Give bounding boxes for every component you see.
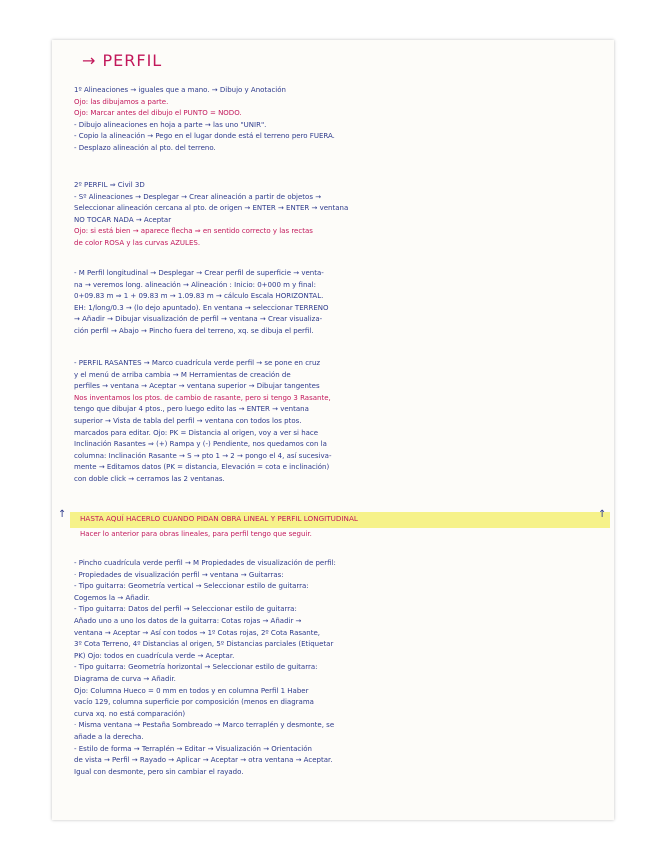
- text-line: - Pincho cuadrícula verde perfil → M Propiedades de visualización de perfil:: [74, 559, 336, 567]
- text-line: de vista → Perfil → Rayado → Aplicar → Aceptar → otra ventana → Aceptar.: [74, 756, 333, 765]
- text-line: Ojo: si está bien → aparece flecha ⇒ en sentido correcto y las rectas: [74, 227, 313, 236]
- text-line: perfiles → ventana → Aceptar → ventana superior → Dibujar tangentes: [74, 382, 320, 391]
- text-line: Diagrama de curva → Añadir.: [74, 674, 176, 683]
- text-line: Ojo: Columna Hueco = 0 mm en todos y en columna Perfil 1 Haber: [74, 686, 309, 695]
- text-line: → Añadir → Dibujar visualización de perfil → ventana → Crear visualiza-: [74, 315, 323, 324]
- text-line: Cogemos la → Añadir.: [74, 593, 150, 602]
- notebook-page: [52, 40, 614, 820]
- text-line: 3º Cota Terreno, 4º Distancias al origen, 5º Distancias parciales (Etiquetar: [74, 640, 334, 649]
- text-line: ción perfil → Abajo → Pincho fuera del terreno, xq. se dibuja el perfil.: [74, 326, 314, 335]
- text-line: - Estilo de forma → Terraplén → Editar → Visualización → Orientación: [74, 744, 312, 753]
- text-line: - Sº Alineaciones → Desplegar → Crear alineación a partir de objetos →: [74, 192, 322, 201]
- text-line: 0+09.83 m ⇒ 1 + 09.83 m → 1.09.83 m → cálculo Escala HORIZONTAL.: [74, 292, 324, 301]
- text-line: y el menú de arriba cambia → M Herramientas de creación de: [74, 370, 291, 379]
- text-line: - Desplazo alineación al pto. del terreno.: [74, 143, 216, 152]
- text-line: - Tipo guitarra: Datos del perfil → Seleccionar estilo de guitarra:: [74, 605, 297, 614]
- text-line: · Propiedades de visualización perfil → ventana → Guitarras:: [74, 570, 284, 579]
- text-line: - PERFIL RASANTES → Marco cuadrícula verde perfil → se pone en cruz: [74, 359, 321, 367]
- text-line: Ojo: las dibujamos a parte.: [74, 97, 169, 106]
- text-line: añade a la derecha.: [74, 732, 144, 741]
- section-perfil-longitudinal: [74, 268, 608, 338]
- text-line: vacío 129, columna superficie por composición (menos en diagrama: [74, 698, 314, 707]
- text-line: Ojo: Marcar antes del dibujo el PUNTO = NODO.: [74, 109, 242, 118]
- text-line: EH: 1/long/0.3 → (lo dejo apuntado). En ventana → seleccionar TERRENO: [74, 303, 329, 312]
- text-line: - Tipo guitarra: Geometría vertical → Seleccionar estilo de guitarra:: [74, 582, 309, 591]
- arrow-icon: ↑: [598, 509, 607, 520]
- page-title: → PERFIL: [82, 51, 163, 70]
- text-line: Igual con desmonte, pero sin cambiar el rayado.: [74, 767, 244, 776]
- text-line: - Copio la alineación → Pego en el lugar donde está el terreno pero FUERA.: [74, 132, 335, 141]
- text-line: na → veremos long. alineación → Alineación : Inicio: 0+000 m y final:: [74, 280, 316, 289]
- text-line: Seleccionar alineación cercana al pto. de origen → ENTER → ENTER → ventana: [74, 204, 349, 213]
- text-line: curva xq. no está comparación): [74, 709, 186, 718]
- text-line: marcados para editar. Ojo: PK = Distancia al origen, voy a ver si hace: [74, 428, 319, 437]
- text-line: de color ROSA y las curvas AZULES.: [74, 238, 201, 247]
- section-perfil-rasantes: [74, 358, 608, 486]
- text-line: 1º Alineaciones → iguales que a mano. → Dibujo y Anotación: [74, 86, 286, 94]
- text-line: ventana → Aceptar → Así con todos → 1º Cotas rojas, 2º Cota Rasante,: [74, 628, 321, 637]
- section-guitarras: [74, 558, 608, 778]
- highlight-subnote: Hacer lo anterior para obras lineales, para perfil tengo que seguir.: [80, 530, 312, 538]
- text-line: tengo que dibujar 4 ptos., pero luego edito las → ENTER → ventana: [74, 405, 309, 414]
- text-line: Nos inventamos los ptos. de cambio de rasante, pero si tengo 3 Rasante,: [74, 393, 331, 402]
- text-line: Inclinación Rasantes ⇒ (+) Rampa y (-) Pendiente, nos quedamos con la: [74, 440, 327, 449]
- text-line: · Misma ventana → Pestaña Sombreado → Marco terraplén y desmonte, se: [74, 721, 335, 730]
- text-line: columna: Inclinación Rasante → S → pto 1 → 2 → pongo el 4, así sucesiva-: [74, 451, 332, 460]
- arrow-icon: ↑: [58, 509, 67, 520]
- text-line: - Dibujo alineaciones en hoja a parte → las uno "UNIR".: [74, 120, 267, 129]
- text-line: Añado uno a uno los datos de la guitarra: Cotas rojas → Añadir →: [74, 616, 302, 625]
- section-perfil-civil3d: [74, 180, 608, 250]
- text-line: mente → Editamos datos (PK = distancia, Elevación = cota e inclinación): [74, 463, 330, 472]
- text-line: superior → Vista de tabla del perfil → ventana con todos los ptos.: [74, 416, 302, 425]
- text-line: - Tipo guitarra: Geometría horizontal → Seleccionar estilo de guitarra:: [74, 663, 318, 672]
- text-line: NO TOCAR NADA → Aceptar: [74, 215, 172, 224]
- text-line: PK) Ojo: todos en cuadrícula verde → Aceptar.: [74, 651, 235, 660]
- highlight-note: HASTA AQUÍ HACERLO CUANDO PIDAN OBRA LINEAL Y PERFIL LONGITUDINAL: [80, 514, 358, 523]
- text-line: con doble click → cerramos las 2 ventanas.: [74, 474, 225, 483]
- text-line: - M Perfil longitudinal → Desplegar → Crear perfil de superficie → venta-: [74, 269, 324, 277]
- text-line: 2º PERFIL ⇒ Civil 3D: [74, 181, 145, 189]
- section-alineaciones: [74, 85, 608, 155]
